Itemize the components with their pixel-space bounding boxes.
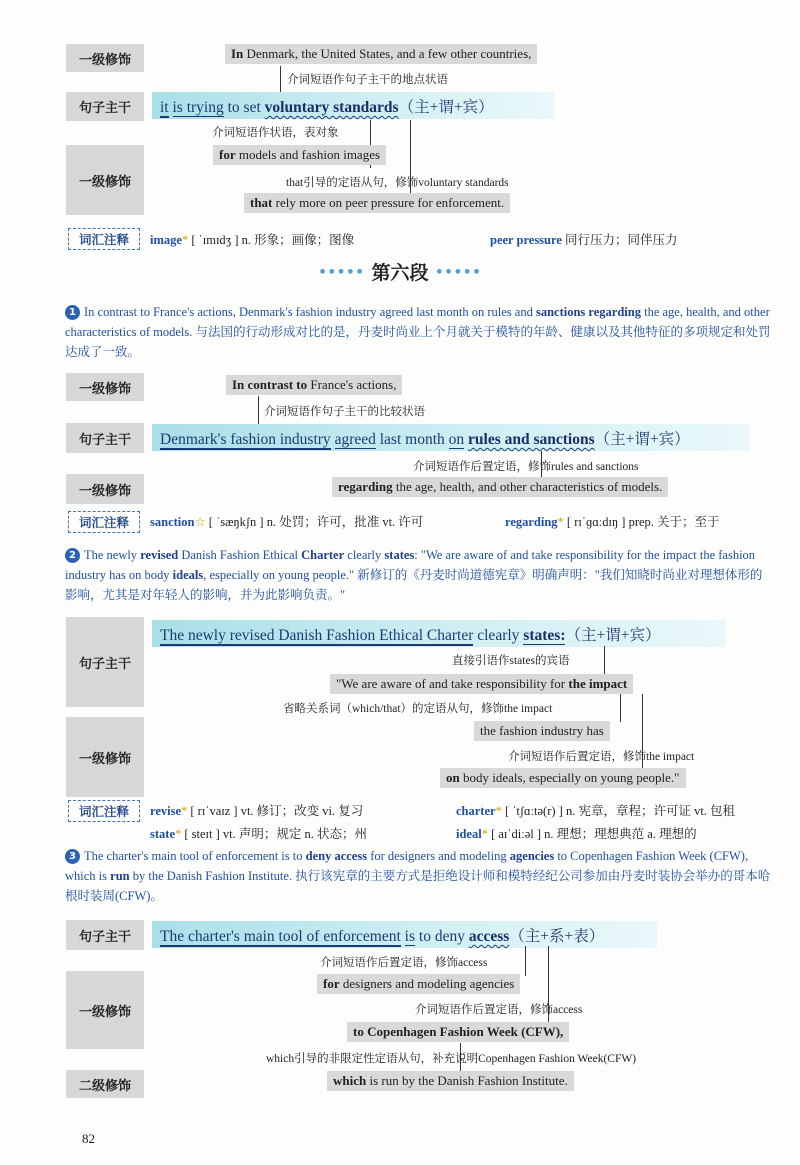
note-object: 介词短语作状语，表对象 [212, 127, 339, 139]
label-modifier-secondary: 二级修饰 [66, 1070, 144, 1098]
label-modifier-6: 一级修饰 [66, 971, 144, 1049]
phrase-which-is-run: which is run by the Danish Fashion Institute. [327, 1071, 574, 1091]
vocab-revise: revise* [ rɪˈvaɪz ] vt. 修订；改变 vi. 复习 [150, 804, 364, 818]
paragraph-3: 3 The charter's main tool of enforcement is to deny access for designers and modeling agencies to Copenhagen Fashion Week (CFW), which is run by the Danish Fashion Institute. 执行该宪章的主要方式是拒绝设计师和模特经纪公司参加由丹麦时装协会举办的哥本哈根时装周(CFW)。 [65, 849, 771, 903]
vocab-charter: charter* [ ˈtʃɑːtə(r) ] n. 宪章，章程；许可证 vt. 包租 [456, 804, 736, 818]
label-modifier-4: 一级修饰 [66, 474, 144, 504]
label-main-1: 句子主干 [66, 92, 144, 121]
vocab-tag: 词汇注释 [68, 511, 140, 533]
phrase-on-body-ideals: on body ideals, especially on young people." [440, 768, 686, 788]
note-omitted-relative: 省略关系词（which/that）的定语从句，修饰the impact [283, 703, 553, 715]
main-clause-2: The newly revised Danish Fashion Ethical Charter clearly states:（主+谓+宾） [152, 620, 726, 647]
vocab-state: state* [ steɪt ] vt. 声明；规定 n. 状态；州 [150, 827, 368, 841]
note-for: 介词短语作后置定语，修饰access [320, 957, 488, 969]
note-regarding: 介词短语作后置定语，修饰rules and sanctions [413, 461, 639, 473]
phrase-regarding: regarding the age, health, and other characteristics of models. [332, 477, 668, 497]
note-to: 介词短语作后置定语，修饰access [415, 1004, 583, 1016]
note-quote: 直接引语作states的宾语 [452, 655, 570, 667]
label-main-3: 句子主干 [66, 617, 144, 707]
label-modifier-1: 一级修饰 [66, 44, 144, 72]
arrow-line [620, 694, 621, 722]
main-clause-0: it is trying to set voluntary standards（主+谓+宾） [152, 92, 554, 119]
phrase-for-models: for models and fashion images [213, 145, 386, 165]
label-modifier-3: 一级修饰 [66, 373, 144, 401]
vocab-ideal: ideal* [ aɪˈdiːəl ] n. 理想；理想典范 a. 理想的 [456, 827, 697, 841]
phrase-to-copenhagen: to Copenhagen Fashion Week (CFW), [347, 1022, 569, 1042]
vocab-sanction: sanction☆ [ ˈsæŋkʃn ] n. 处罚；许可，批准 vt. 许可 [150, 515, 424, 529]
label-modifier-5: 一级修饰 [66, 717, 144, 797]
paragraph-1: 1 In contrast to France's actions, Denmark's fashion industry agreed last month on rules and sanctions regarding the age, health, and other characteristics of models. 与法国的行动形成对比的是，丹麦时尚业上个月就关于模特的年龄、健康以及其他特征的多项规定和处罚达成了一致。 [65, 305, 771, 359]
arrow-line [280, 66, 281, 92]
section-title: ••••• 第六段 ••••• [318, 262, 482, 284]
label-modifier-2: 一级修饰 [66, 145, 144, 215]
note-that-clause: that引导的定语从句，修饰voluntary standards [286, 177, 509, 189]
note-location: 介词短语作句子主干的地点状语 [287, 74, 448, 86]
arrow-line [258, 396, 259, 424]
page-number: 82 [82, 1131, 95, 1146]
note-prep-phrase: 介词短语作后置定语，修饰the impact [508, 751, 695, 763]
label-main-2: 句子主干 [66, 423, 144, 453]
phrase-fashion-has: the fashion industry has [474, 721, 610, 741]
note-compare: 介词短语作句子主干的比较状语 [264, 406, 425, 418]
note-which: which引导的非限定性定语从句，补充说明Copenhagen Fashion Week(CFW) [266, 1053, 637, 1065]
main-clause-1: Denmark's fashion industry agreed last month on rules and sanctions（主+谓+宾） [152, 424, 750, 451]
label-main-4: 句子主干 [66, 920, 144, 950]
arrow-line [525, 946, 526, 976]
paragraph-2: 2 The newly revised Danish Fashion Ethical Charter clearly states: "We are aware of and take responsibility for the impact the fashion industry has on body ideals, especially on young people." 新修订的《丹麦时尚道德宪章》明确声明："我们知晓时尚业对理想体形的影响，尤其是对年轻人的影响，并为此影响负责。" [65, 548, 763, 602]
vocab-tag: 词汇注释 [68, 800, 140, 822]
phrase-in-denmark: In Denmark, the United States, and a few other countries, [225, 44, 537, 64]
phrase-that-rely: that rely more on peer pressure for enforcement. [244, 193, 510, 213]
vocab-regarding: regarding* [ rɪˈɡɑːdɪŋ ] prep. 关于；至于 [505, 515, 720, 529]
vocab-image: image* [ ˈɪmɪdʒ ] n. 形象；画像；图像 [150, 233, 355, 247]
phrase-for-designers: for designers and modeling agencies [317, 974, 520, 994]
phrase-in-contrast: In contrast to France's actions, [226, 375, 402, 395]
main-clause-3: The charter's main tool of enforcement is to deny access（主+系+表） [152, 921, 657, 948]
phrase-quote: "We are aware of and take responsibility for the impact [330, 674, 633, 694]
arrow-line [604, 646, 605, 674]
vocab-tag: 词汇注释 [68, 228, 140, 250]
vocab-peer-pressure: peer pressure 同行压力；同伴压力 [490, 233, 678, 247]
